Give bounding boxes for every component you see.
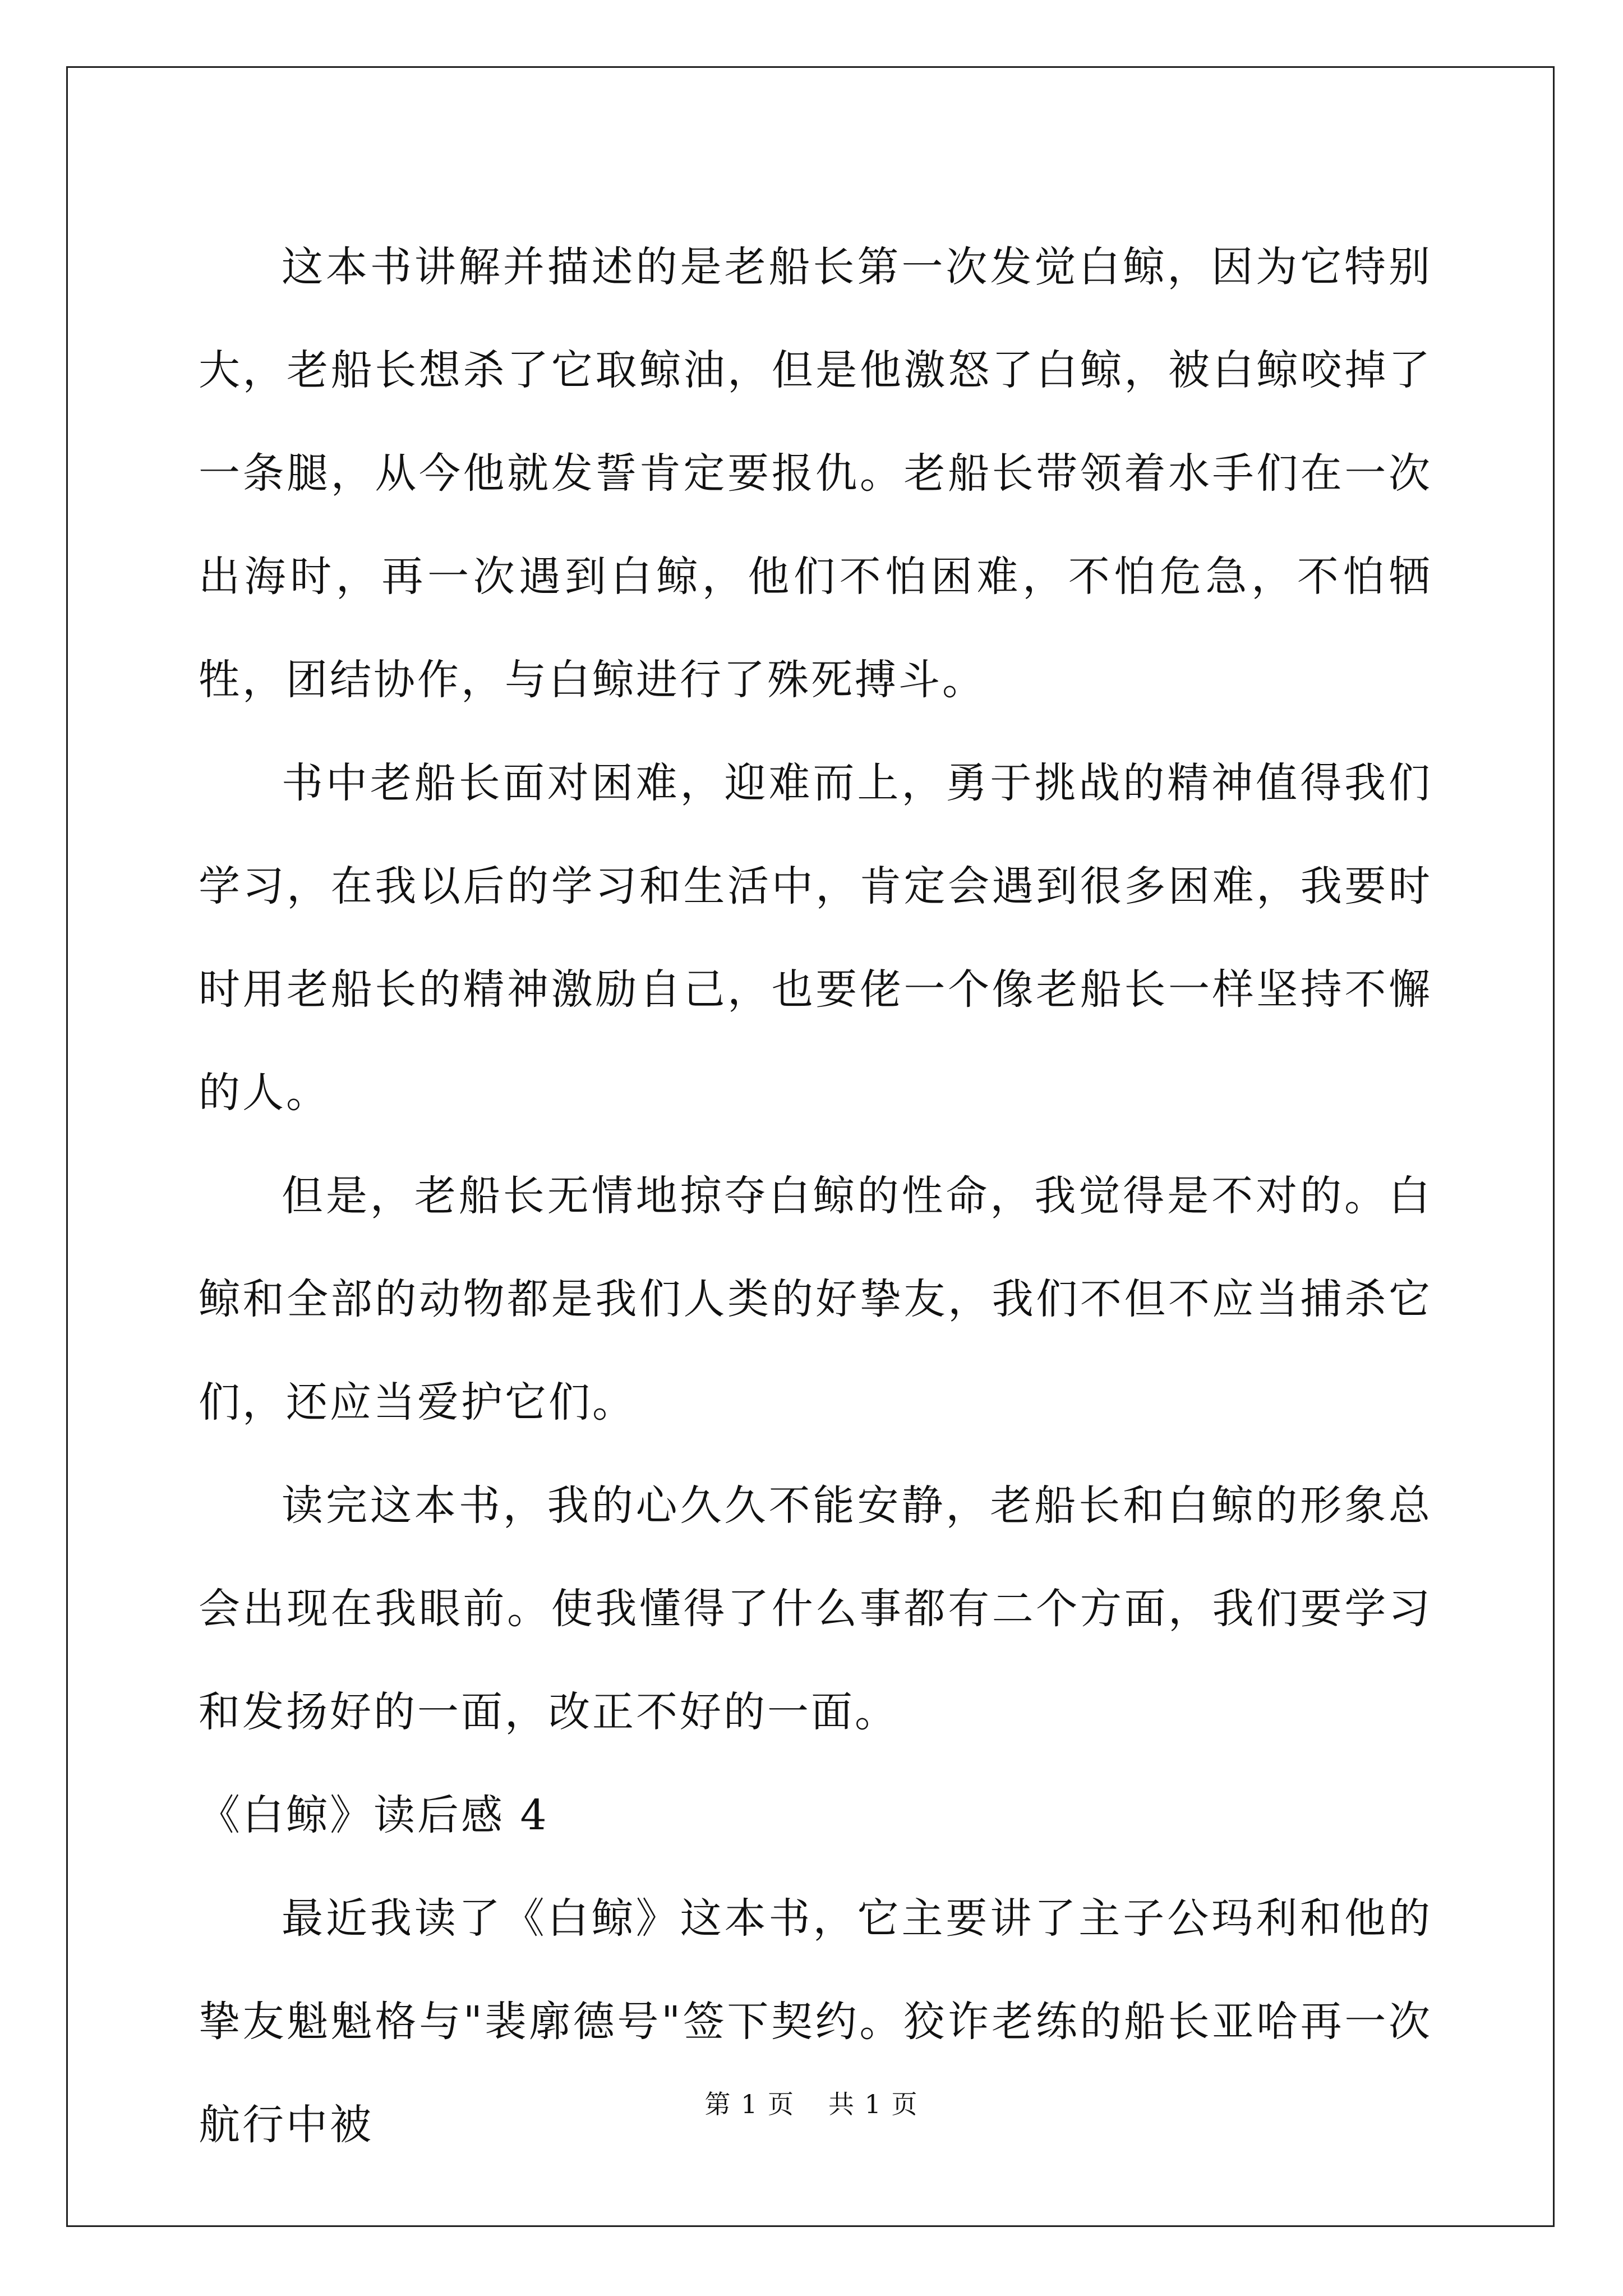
- section-paragraph: 最近我读了《白鲸》这本书，它主要讲了主子公玛利和他的挚友魁魁格与"裴廓德号"签下契约。狡诈老练的船长亚哈再一次航行中被: [199, 1894, 1432, 2149]
- paragraph-1: 这本书讲解并描述的是老船长第一次发觉白鲸，因为它特别大，老船长想杀了它取鲸油，但是他激怒了白鲸，被白鲸咬掉了一条腿，从今他就发誓肯定要报仇。老船长带领着水手们在一次出海时，再一次遇到白鲸，他们不怕困难，不怕危急，不怕牺牲，团结协作，与白鲸进行了殊死搏斗。: [199, 243, 1432, 704]
- page-footer: [0, 2084, 1623, 2121]
- section-heading: 《白鲸》读后感 4: [199, 1791, 549, 1839]
- document-body: [199, 215, 1432, 2177]
- paragraph-3: 但是，老船长无情地掠夺白鲸的性命，我觉得是不对的。白鲸和全部的动物都是我们人类的好挚友，我们不但不应当捕杀它们，还应当爱护它们。: [199, 1172, 1432, 1427]
- paragraph-4: 读完这本书，我的心久久不能安静，老船长和白鲸的形象总会出现在我眼前。使我懂得了什么事都有二个方面，我们要学习和发扬好的一面，改正不好的一面。: [199, 1481, 1432, 1736]
- paragraph-2: 书中老船长面对困难，迎难而上，勇于挑战的精神值得我们学习，在我以后的学习和生活中，肯定会遇到很多困难，我要时时用老船长的精神激励自己，也要佬一个像老船长一样坚持不懈的人。: [199, 759, 1432, 1117]
- page-number: 第 1 页: [704, 2089, 795, 2119]
- page-total: 共 1 页: [828, 2089, 919, 2119]
